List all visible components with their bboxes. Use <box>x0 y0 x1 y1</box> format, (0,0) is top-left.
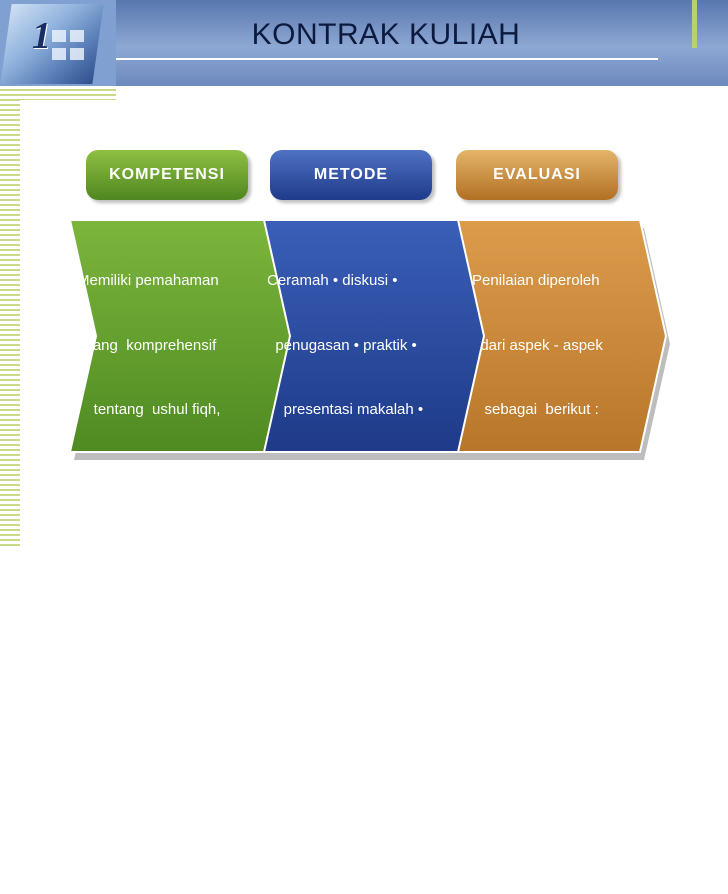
text-line: yang komprehensif <box>77 336 217 354</box>
text-line: adalah 100% • <box>472 788 590 805</box>
header-evaluasi: EVALUASI <box>456 150 618 200</box>
page-title: KONTRAK KULIAH <box>251 18 521 51</box>
evaluasi-text <box>472 227 611 894</box>
kompetensi-text <box>77 227 234 894</box>
metode-text <box>267 227 423 894</box>
text-line: U A S 40% • <box>472 659 604 676</box>
text-line: Keaktifan, diskusi <box>472 465 610 483</box>
header-kompetensi: KOMPETENSI <box>86 150 248 200</box>
text-line: 60 menit tutorial • <box>267 788 404 805</box>
text-line: proses ijtihad dalam <box>77 594 232 612</box>
text-line: tentang ushul fiqh, <box>77 401 221 418</box>
text-line: presentasi makalah • <box>267 401 424 418</box>
text-line: Semoga Sukses <box>472 852 590 870</box>
text-line: ( Project Based <box>267 530 420 547</box>
text-line: learning • slides • <box>267 659 416 676</box>
text-line: mengaktualisasikannya <box>77 788 233 805</box>
text-line: penugasan • praktik • <box>267 336 417 354</box>
text-line: dari aspek - aspek <box>472 336 603 354</box>
text-line: dalam era kehidupan. <box>77 852 222 870</box>
text-line: U T S 30% • <box>472 594 608 612</box>
text-line: & makalah 30% • <box>472 530 612 547</box>
text-line: mashadir al-ahkam, <box>77 465 234 483</box>
text-line: 10 menit review • <box>267 852 394 870</box>
text-line: sebagai berikut : <box>472 401 599 418</box>
text-line: hukum Islam. Mampu <box>77 723 225 741</box>
text-line: tanya-jawab • P B L <box>267 465 423 483</box>
text-line: menggali & mengkaji <box>77 659 229 676</box>
text-line: Learning ) • active <box>267 594 421 612</box>
text-line: Ceramah • diskusi • <box>267 272 398 289</box>
text-line: 50 menit seminar • <box>267 723 413 741</box>
text-line: Penilaian diperoleh <box>472 272 600 289</box>
text-line: Memiliki pemahaman <box>77 272 219 289</box>
slide-number: 1 <box>32 15 51 57</box>
header-metode: METODE <box>270 150 432 200</box>
text-line: metode istinbat dan <box>77 530 233 547</box>
text-line: Total penilaian <box>472 723 593 741</box>
